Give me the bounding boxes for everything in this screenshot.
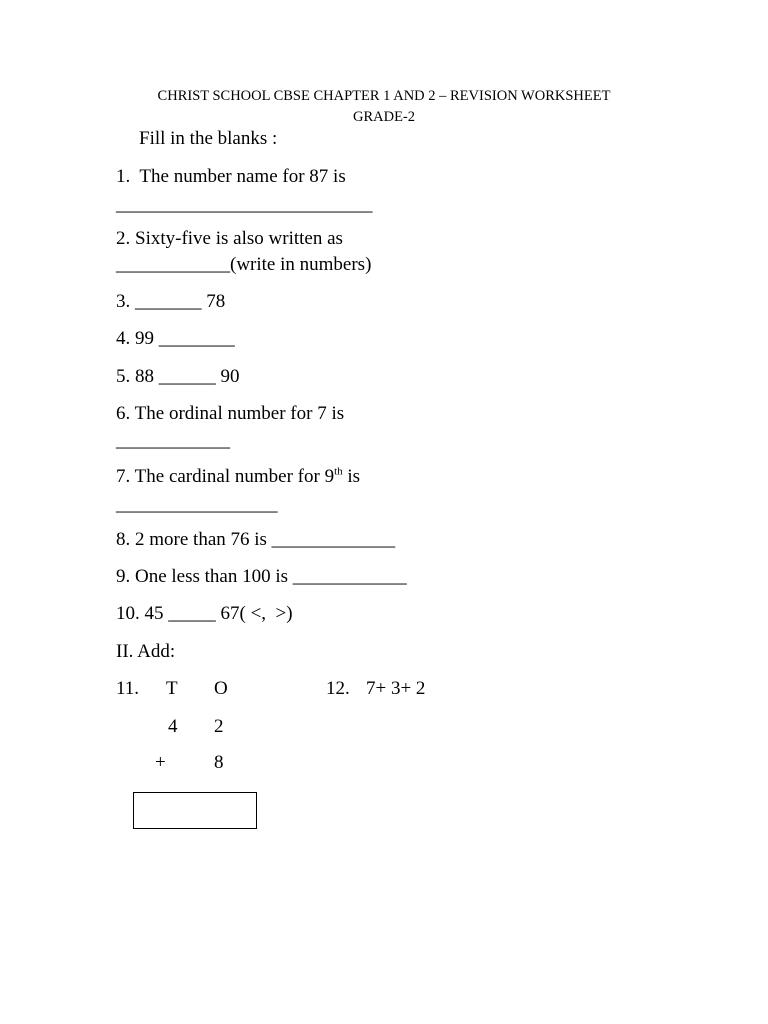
tens-column-header: T [166, 678, 178, 699]
question-7-superscript: th [334, 465, 343, 478]
question-4[interactable]: 4. 99 ________ [116, 328, 235, 349]
question-1: 1. The number name for 87 is [116, 166, 346, 187]
question-12-number: 12. [326, 678, 350, 699]
second-addend-ones-digit: 8 [214, 752, 224, 773]
question-5[interactable]: 5. 88 ______ 90 [116, 366, 240, 387]
plus-sign: + [155, 752, 166, 773]
question-12-expression: 7+ 3+ 2 [366, 678, 426, 699]
answer-blank-7[interactable]: _________________ [116, 494, 278, 515]
question-10[interactable]: 10. 45 _____ 67( <, >) [116, 603, 293, 624]
answer-blank-1[interactable]: ___________________________ [116, 194, 373, 215]
grade-label: GRADE-2 [352, 109, 416, 125]
question-2: 2. Sixty-five is also written as [116, 228, 343, 249]
addend-ones-digit: 2 [214, 716, 224, 737]
question-2-blank-line[interactable]: ____________(write in numbers) [116, 254, 372, 275]
section-heading-add: II. Add: [116, 641, 176, 662]
answer-blank-6[interactable]: ____________ [116, 430, 230, 451]
question-7-suffix: is [342, 466, 361, 487]
section-heading-fill-blanks: Fill in the blanks : [139, 128, 278, 149]
addend-tens-digit: 4 [168, 716, 178, 737]
question-7-text: 7. The cardinal number for 9 [116, 466, 335, 487]
question-8[interactable]: 8. 2 more than 76 is _____________ [116, 529, 396, 550]
question-7 [116, 466, 360, 488]
answer-box[interactable] [133, 792, 257, 829]
question-11-number: 11. [116, 678, 140, 699]
worksheet-title: CHRIST SCHOOL CBSE CHAPTER 1 AND 2 – REVISION WORKSHEET [157, 88, 611, 104]
question-6: 6. The ordinal number for 7 is [116, 403, 345, 424]
ones-column-header: O [214, 678, 228, 699]
question-9[interactable]: 9. One less than 100 is ____________ [116, 566, 407, 587]
question-3[interactable]: 3. _______ 78 [116, 291, 226, 312]
